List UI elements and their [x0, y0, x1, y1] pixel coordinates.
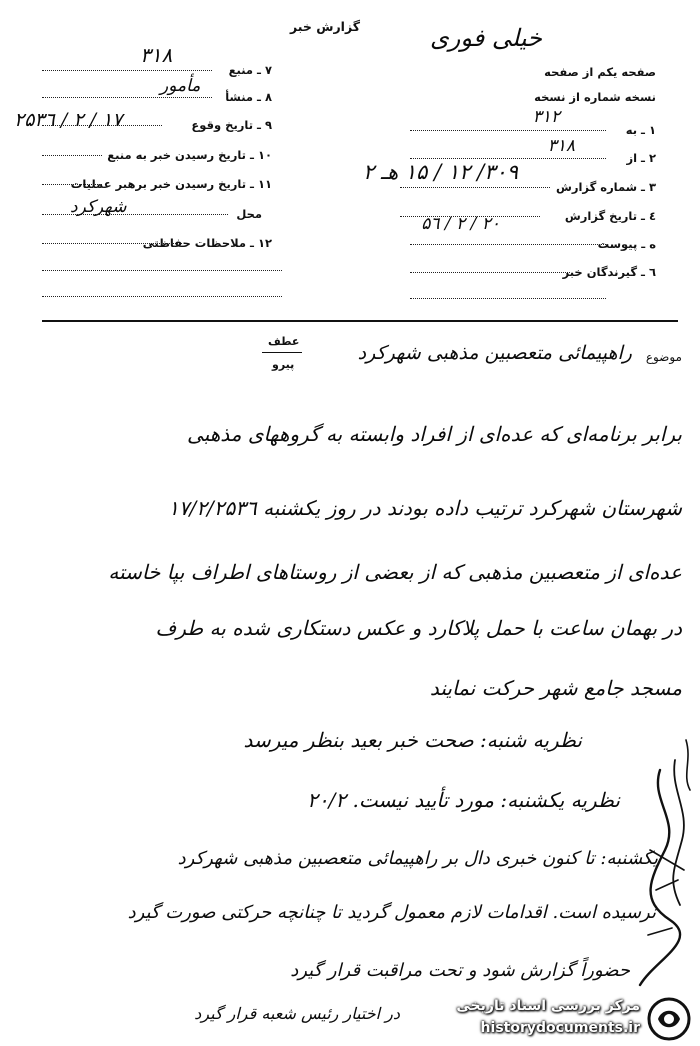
body-line: مسجد جامع شهر حرکت نمایند	[429, 676, 682, 700]
field-line	[410, 244, 606, 245]
field-label-attachment: ه ـ پیوست	[597, 237, 656, 251]
subject-text: راهپیمائی متعصبین مذهبی شهرکرد	[357, 342, 632, 364]
note-line: نرسیده است. اقدامات لازم معمول گردید تا چنانچه حرکتی صورت گیرد	[127, 902, 656, 923]
field-line	[410, 298, 606, 299]
watermark-name: مرکز بررسی اسناد تاریخی	[456, 998, 640, 1014]
reference-label: عطف	[268, 335, 300, 348]
form-title: گزارش خبر	[290, 19, 361, 34]
note-line: در اختیار رئیس شعبه قرار گیرد	[194, 1004, 400, 1023]
field-line	[42, 184, 102, 185]
field-line	[410, 158, 606, 159]
field-value-location: شهرکرد	[70, 197, 127, 217]
reference-divider	[262, 352, 302, 353]
page-count-line: صفحه یکم از صفحه	[544, 65, 656, 79]
note-line: نظریه یکشنبه: مورد تأیید نیست. ۲۰/۲	[307, 788, 620, 812]
field-line	[42, 70, 212, 71]
field-label-report-number: ۳ ـ شماره گزارش	[556, 180, 656, 194]
note-line: نظریه شنبه: صحت خبر بعید بنظر میرسد	[243, 728, 582, 752]
note-line: حضوراً گزارش شود و تحت مراقبت قرار گیرد	[290, 960, 630, 981]
body-line: در بهمان ساعت با حمل پلاکارد و عکس دستکاری شده به طرف	[155, 616, 682, 640]
field-line	[410, 130, 606, 131]
field-value-report-date: ۲۰ / ۲ / ۵٦	[421, 214, 500, 234]
signature-scrawl	[620, 730, 698, 1000]
field-label-date-received-ops: ۱۱ ـ تاریخ رسیدن خبر برهبر عملیات	[70, 177, 272, 191]
field-label-date-received-source: ۱۰ ـ تاریخ رسیدن خبر به منبع	[107, 148, 272, 162]
note-line: یکشنبه: تا کنون خبری دال بر راهپیمائی متعصبین مذهبی شهرکرد	[177, 848, 658, 869]
field-value-from: ۳۱۸	[547, 136, 575, 156]
handwritten-title: خیلی فوری	[430, 24, 542, 52]
field-line	[42, 97, 212, 98]
field-line	[42, 270, 282, 271]
field-label-security-notes: ۱۲ ـ ملاحظات حفاظتی	[142, 236, 272, 250]
body-line: برابر برنامه‌ای که عده‌ای از افراد وابسته به گروههای مذهبی	[187, 422, 682, 446]
field-label-to: ۱ ـ به	[625, 123, 656, 137]
field-value-source: ۳۱۸	[140, 43, 173, 67]
field-line	[410, 272, 570, 273]
field-label-origin: ۸ ـ منشأ	[225, 90, 272, 104]
followup-label: پیرو	[272, 358, 295, 371]
field-label-recipients: ٦ ـ گیرندگان خبر	[562, 265, 656, 279]
body-line: عده‌ای از متعصبین مذهبی که از بعضی از روستاهای اطراف بپا خاسته	[108, 560, 682, 584]
field-label-source: ۷ ـ منبع	[228, 63, 272, 77]
field-line	[42, 296, 282, 297]
field-line	[400, 187, 550, 188]
field-value-to: ۳۱۲	[532, 107, 560, 127]
copy-number-line: نسخه شماره از نسخه	[534, 90, 656, 104]
watermark	[414, 996, 694, 1042]
field-value-origin: مأمور	[160, 76, 201, 96]
watermark-url: historydocuments.ir	[480, 1020, 640, 1036]
field-value-report-number: ۳۰۹/ ۱۲ / ۱۵ هـ ۲	[362, 160, 518, 184]
field-label-location: محل	[236, 207, 262, 221]
field-label-from: ۲ ـ از	[626, 151, 656, 165]
field-label-occurrence-date: ۹ ـ تاریخ وقوع	[191, 118, 272, 132]
subject-label: موضوع	[645, 350, 682, 364]
body-line: شهرستان شهرکرد ترتیب داده بودند در روز یکشنبه ۱۷/۲/۲۵۳٦	[168, 496, 682, 520]
field-line	[42, 243, 182, 244]
header-divider	[42, 320, 678, 322]
field-value-occurrence-date: ۱۷ / ۲ / ۲۵۳٦	[14, 109, 123, 131]
field-line	[42, 155, 102, 156]
field-label-report-date: ٤ ـ تاریخ گزارش	[564, 209, 656, 223]
archive-logo-icon	[646, 996, 692, 1042]
